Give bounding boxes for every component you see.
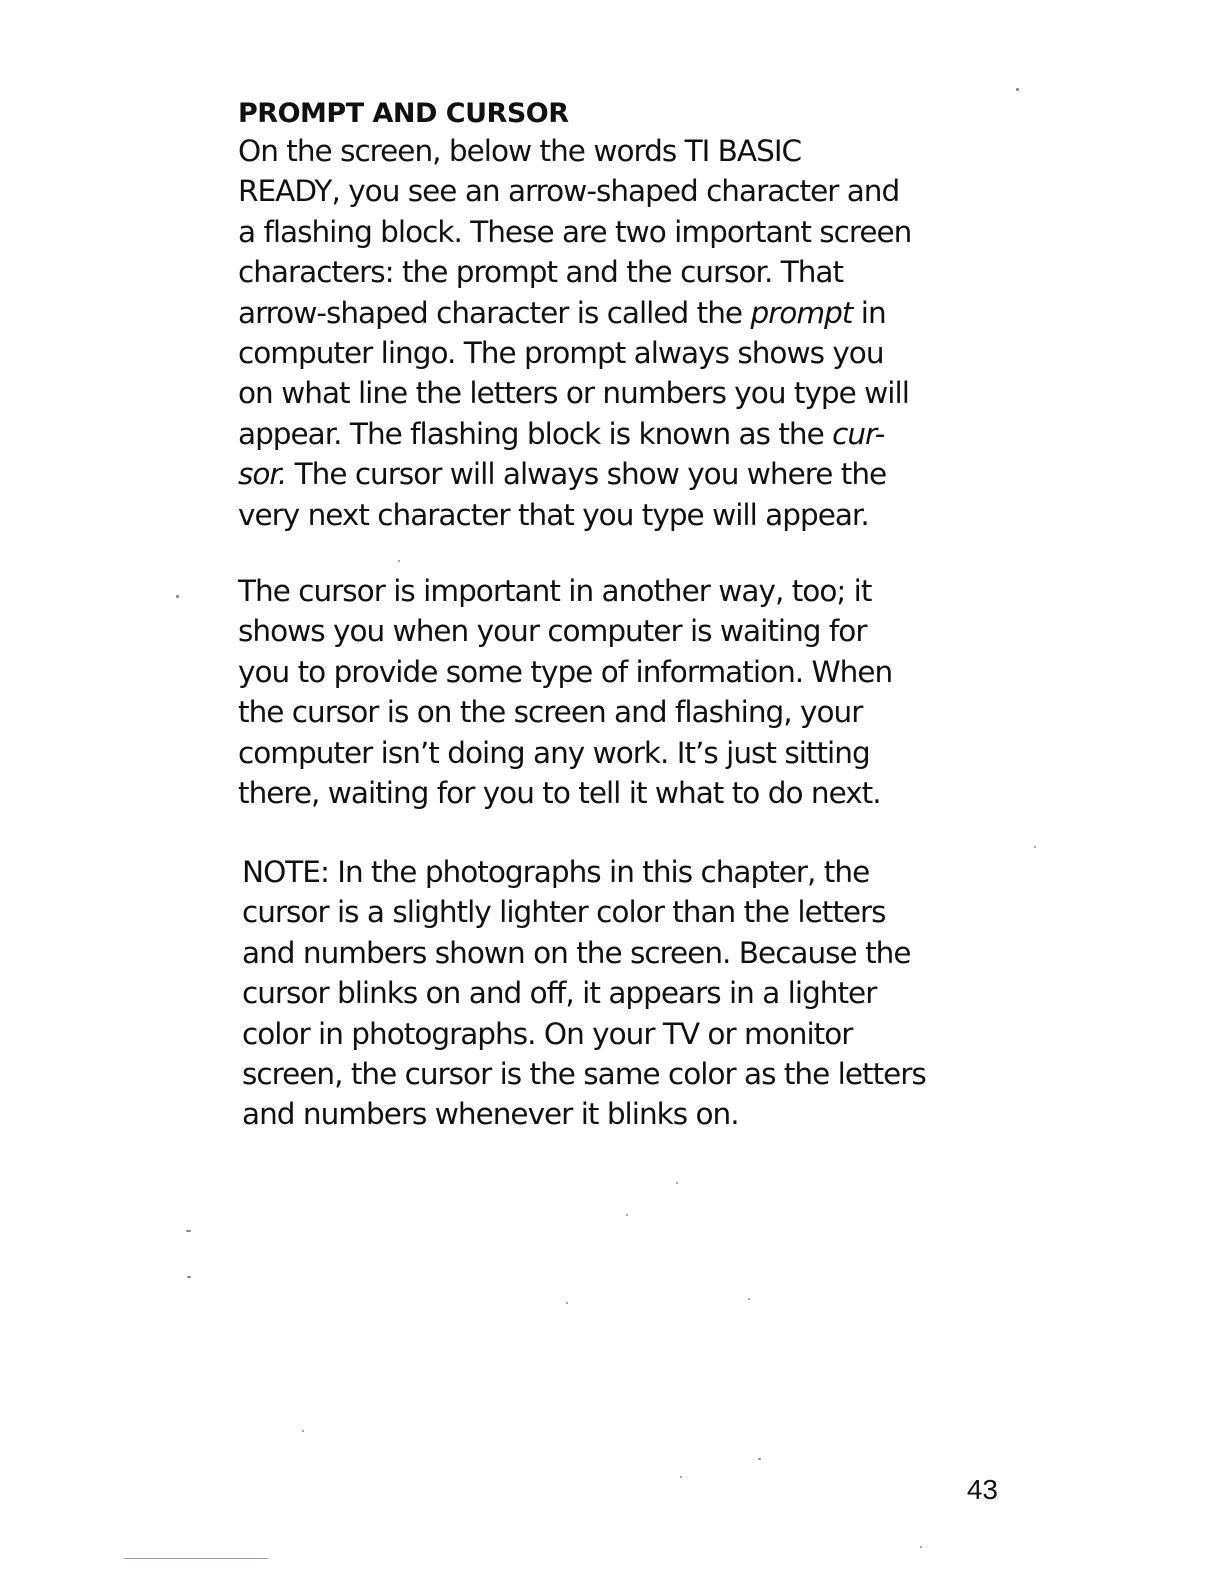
scan-speck [302, 1430, 304, 1432]
text-line: on what line the letters or numbers you type will [238, 376, 909, 411]
scan-speck [676, 1182, 678, 1184]
text-line: computer isn’t doing any work. It’s just sitting [238, 735, 870, 770]
page-number: 43 [966, 1474, 998, 1505]
scan-speck [920, 1546, 922, 1548]
scan-speck [186, 1230, 191, 1232]
paragraph-note [242, 852, 1002, 1135]
paragraph-prompt-cursor [238, 131, 998, 535]
text-line: sor. The cursor will always show you where the [238, 457, 887, 492]
text-line: and numbers whenever it blinks on. [242, 1097, 739, 1132]
text-line: shows you when your computer is waiting for [238, 614, 867, 649]
text-line: characters: the prompt and the cursor. That [238, 255, 844, 290]
text-line: READY, you see an arrow-shaped character and [238, 174, 900, 209]
text-line: The cursor is important in another way, too; it [238, 574, 872, 608]
text-line: and numbers shown on the screen. Because the [242, 935, 911, 970]
text-line: On the screen, below the words TI BASIC [238, 134, 802, 168]
scan-speck [748, 1298, 750, 1300]
scan-speck [187, 1276, 191, 1278]
text-line: you to provide some type of information. When [238, 654, 893, 689]
scan-speck [1016, 88, 1019, 91]
scan-speck [1034, 846, 1036, 848]
paragraph-cursor-importance [238, 571, 998, 813]
text-line: screen, the cursor is the same color as the letters [242, 1057, 926, 1092]
emphasized-term: sor. [238, 457, 287, 492]
text-line: arrow-shaped character is called the prompt in [238, 295, 886, 330]
text-line: NOTE: In the photographs in this chapter, the [242, 855, 870, 889]
scan-speck [680, 1476, 682, 1478]
text-line: cursor blinks on and off, it appears in a lighter [242, 976, 877, 1011]
emphasized-term: cur- [832, 416, 885, 451]
text-line: the cursor is on the screen and flashing, your [238, 695, 863, 730]
text-line: a flashing block. These are two important screen [238, 214, 912, 249]
scan-speck [626, 1214, 628, 1216]
scan-speck [758, 1458, 761, 1460]
scan-speck [176, 595, 179, 598]
text-line: there, waiting for you to tell it what to do next. [238, 776, 881, 811]
scan-speck [398, 560, 400, 562]
scan-speck [566, 1302, 568, 1304]
text-line: color in photographs. On your TV or monitor [242, 1016, 853, 1051]
text-line: cursor is a slightly lighter color than the letters [242, 895, 886, 930]
text-line: very next character that you type will appear. [238, 497, 869, 532]
text-line: computer lingo. The prompt always shows you [238, 336, 884, 371]
section-heading: PROMPT AND CURSOR [238, 98, 569, 129]
text-line: appear. The flashing block is known as the cur- [238, 416, 885, 451]
emphasized-term: prompt [750, 295, 853, 330]
scan-edge-line [124, 1558, 268, 1559]
